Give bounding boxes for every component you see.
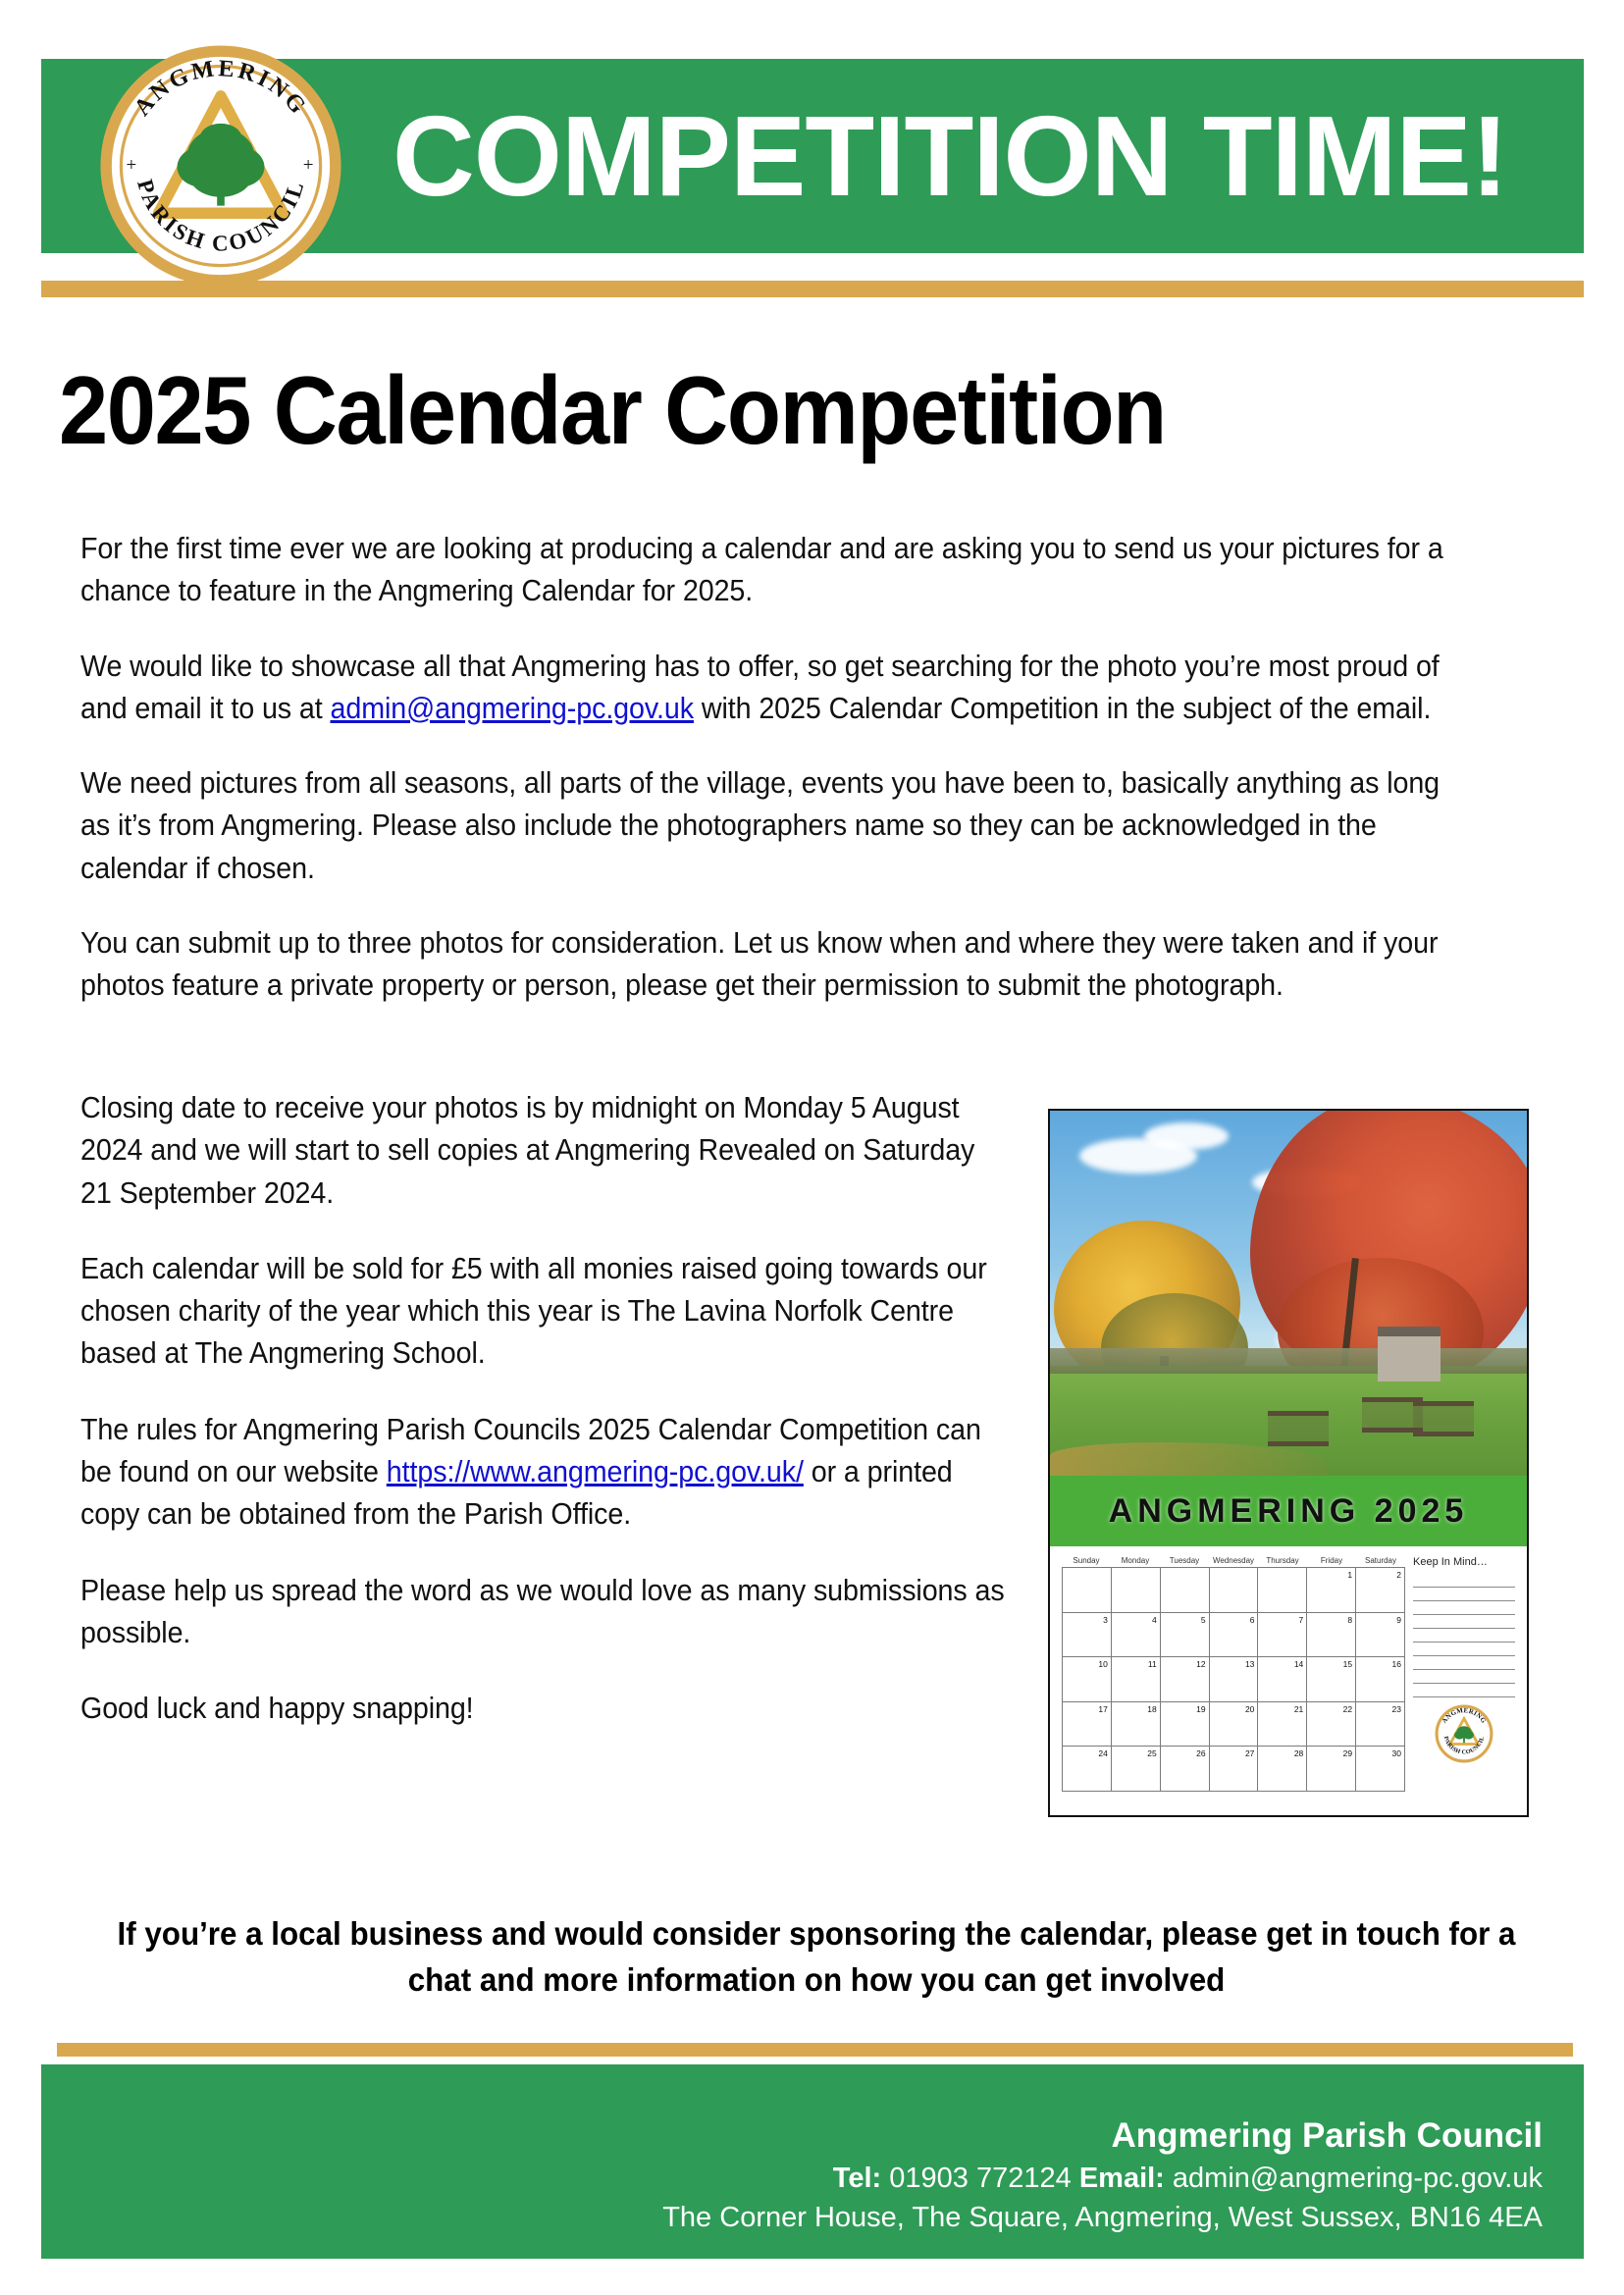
calendar-day-cell: 15 [1307, 1657, 1356, 1702]
calendar-day-cell: 29 [1307, 1747, 1356, 1792]
calendar-day-cell: 9 [1356, 1613, 1405, 1658]
calendar-day-cell: 4 [1112, 1613, 1161, 1658]
calendar-note-line [1413, 1643, 1515, 1656]
calendar-day-cell: 10 [1063, 1657, 1112, 1702]
paragraph: Closing date to receive your photos is by midnight on Monday 5 August 2024 and we will start to sell copies at Angmering Revealed on Saturday 21 September 2024. [80, 1091, 975, 1210]
calendar-day-header: Wednesday [1212, 1556, 1255, 1565]
calendar-day-cell: 26 [1161, 1747, 1210, 1792]
footer-tel-value: 01903 772124 [889, 2162, 1072, 2194]
calendar-day-cell: 14 [1258, 1657, 1307, 1702]
calendar-day-cell: 12 [1161, 1657, 1210, 1702]
svg-text:+: + [302, 155, 314, 177]
calendar-notes-lines [1413, 1574, 1515, 1697]
paragraph: Each calendar will be sold for £5 with all monies raised going towards our chosen charity of the year which this year is The Lavina Norfolk Centre based at The Angmering School. [80, 1251, 987, 1371]
calendar-week-row [1063, 1702, 1405, 1747]
paragraph: Please help us spread the word as we would love as many submissions as possible. [80, 1573, 1005, 1649]
footer-contact-block [41, 2064, 1543, 2259]
calendar-day-header: Sunday [1073, 1556, 1100, 1565]
header-banner-title: COMPETITION TIME! [393, 92, 1508, 220]
footer-organisation: Angmering Parish Council [1111, 2116, 1543, 2156]
lower-text-block [80, 1087, 1013, 1764]
calendar-week-row [1063, 1568, 1405, 1613]
paragraph: For the first time ever we are looking at producing a calendar and are asking you to send us your pictures for a chance to feature in the Angmering Calendar for 2025. [80, 532, 1443, 608]
calendar-day-header: Saturday [1364, 1556, 1397, 1565]
calendar-day-header: Thursday [1266, 1556, 1299, 1565]
footer-email-value: admin@angmering-pc.gov.uk [1172, 2162, 1543, 2194]
calendar-note-line [1413, 1656, 1515, 1670]
calendar-day-header: Friday [1320, 1556, 1343, 1565]
calendar-notes-title: Keep In Mind… [1413, 1556, 1488, 1568]
calendar-day-cell: 18 [1112, 1702, 1161, 1747]
inline-link[interactable]: https://www.angmering-pc.gov.uk/ [386, 1455, 804, 1489]
calendar-day-cell: 27 [1210, 1747, 1259, 1792]
calendar-day-cell: 25 [1112, 1747, 1161, 1792]
calendar-day-cell: 2 [1356, 1568, 1405, 1613]
calendar-note-line [1413, 1615, 1515, 1629]
footer-email-label: Email: [1078, 2162, 1165, 2194]
footer-address: The Corner House, The Square, Angmering, West Sussex, BN16 4EA [662, 2201, 1543, 2233]
calendar-day-cell [1210, 1568, 1259, 1613]
calendar-day-cell: 19 [1161, 1702, 1210, 1747]
calendar-day-cell: 20 [1210, 1702, 1259, 1747]
paragraph: Good luck and happy snapping! [80, 1692, 474, 1726]
calendar-day-cell: 24 [1063, 1747, 1112, 1792]
calendar-note-line [1413, 1601, 1515, 1615]
calendar-grid-area [1050, 1546, 1527, 1803]
calendar-day-cell: 30 [1356, 1747, 1405, 1792]
parish-council-crest-logo [96, 41, 345, 290]
calendar-year-title: ANGMERING 2025 [1108, 1491, 1469, 1530]
footer-tel-label: Tel: [832, 2162, 882, 2194]
inline-link[interactable]: admin@angmering-pc.gov.uk [330, 691, 694, 725]
calendar-day-cell [1063, 1568, 1112, 1613]
calendar-day-cell: 21 [1258, 1702, 1307, 1747]
calendar-day-cell: 28 [1258, 1747, 1307, 1792]
calendar-week-rows [1062, 1567, 1405, 1792]
calendar-day-cell: 13 [1210, 1657, 1259, 1702]
calendar-day-header: Monday [1121, 1556, 1150, 1565]
calendar-week-row [1063, 1747, 1405, 1792]
footer-gold-divider [57, 2043, 1573, 2057]
calendar-day-cell: 22 [1307, 1702, 1356, 1747]
calendar-month-table [1062, 1556, 1405, 1792]
svg-text:+: + [126, 155, 137, 177]
calendar-photo-autumn-park [1050, 1111, 1527, 1476]
calendar-day-cell [1112, 1568, 1161, 1613]
calendar-note-line [1413, 1574, 1515, 1588]
calendar-day-headers [1062, 1556, 1405, 1567]
calendar-day-cell: 16 [1356, 1657, 1405, 1702]
calendar-day-cell: 5 [1161, 1613, 1210, 1658]
calendar-notes-panel [1413, 1556, 1515, 1792]
paragraph: You can submit up to three photos for consideration. Let us know when and where they were taken and if your photos feature a private property or person, please get their permission to submit the photograph. [80, 926, 1439, 1003]
calendar-note-line [1413, 1588, 1515, 1601]
calendar-day-cell: 6 [1210, 1613, 1259, 1658]
calendar-preview-image [1048, 1109, 1529, 1817]
calendar-day-cell: 17 [1063, 1702, 1112, 1747]
calendar-note-line [1413, 1684, 1515, 1697]
calendar-day-cell: 8 [1307, 1613, 1356, 1658]
paragraph: The rules for Angmering Parish Councils 2025 Calendar Competition can be found on our website https://www.angmering-pc.gov.uk/ or a printed copy can be obtained from the Parish Office. [80, 1412, 981, 1532]
svg-text:ANGMERING: ANGMERING [1441, 1707, 1488, 1725]
calendar-day-cell: 3 [1063, 1613, 1112, 1658]
calendar-day-cell: 7 [1258, 1613, 1307, 1658]
footer-contact-line [833, 2159, 1543, 2198]
calendar-note-line [1413, 1629, 1515, 1643]
calendar-day-cell: 23 [1356, 1702, 1405, 1747]
calendar-day-cell: 11 [1112, 1657, 1161, 1702]
calendar-day-cell: 1 [1307, 1568, 1356, 1613]
svg-text:PARISH COUNCIL: PARISH COUNCIL [132, 176, 310, 256]
calendar-week-row [1063, 1657, 1405, 1702]
page-title: 2025 Calendar Competition [59, 356, 1166, 464]
calendar-day-cell [1161, 1568, 1210, 1613]
paragraph: We need pictures from all seasons, all parts of the village, events you have been to, basically anything as long as it’s from Angmering. Please also include the photographers name so they can be acknowledged in the calendar if chosen. [80, 766, 1441, 885]
paragraph: We would like to showcase all that Angmering has to offer, so get searching for the photo you’re most proud of and email it to us at admin@angmering-pc.gov.uk with 2025 Calendar Competition in the subject of the email. [80, 649, 1440, 725]
calendar-day-cell [1258, 1568, 1307, 1613]
calendar-year-band [1050, 1476, 1527, 1546]
svg-text:ANGMERING: ANGMERING [129, 55, 313, 122]
calendar-week-row [1063, 1613, 1405, 1658]
calendar-crest-icon [1434, 1703, 1494, 1764]
svg-text:PARISH COUNCIL: PARISH COUNCIL [1441, 1735, 1487, 1756]
calendar-note-line [1413, 1670, 1515, 1684]
intro-text-block [80, 528, 1552, 1008]
calendar-day-header: Tuesday [1169, 1556, 1200, 1565]
sponsor-message: If you’re a local business and would consider sponsoring the calendar, please get in touch for a chat and more information on how you can get involved [117, 1915, 1516, 1998]
